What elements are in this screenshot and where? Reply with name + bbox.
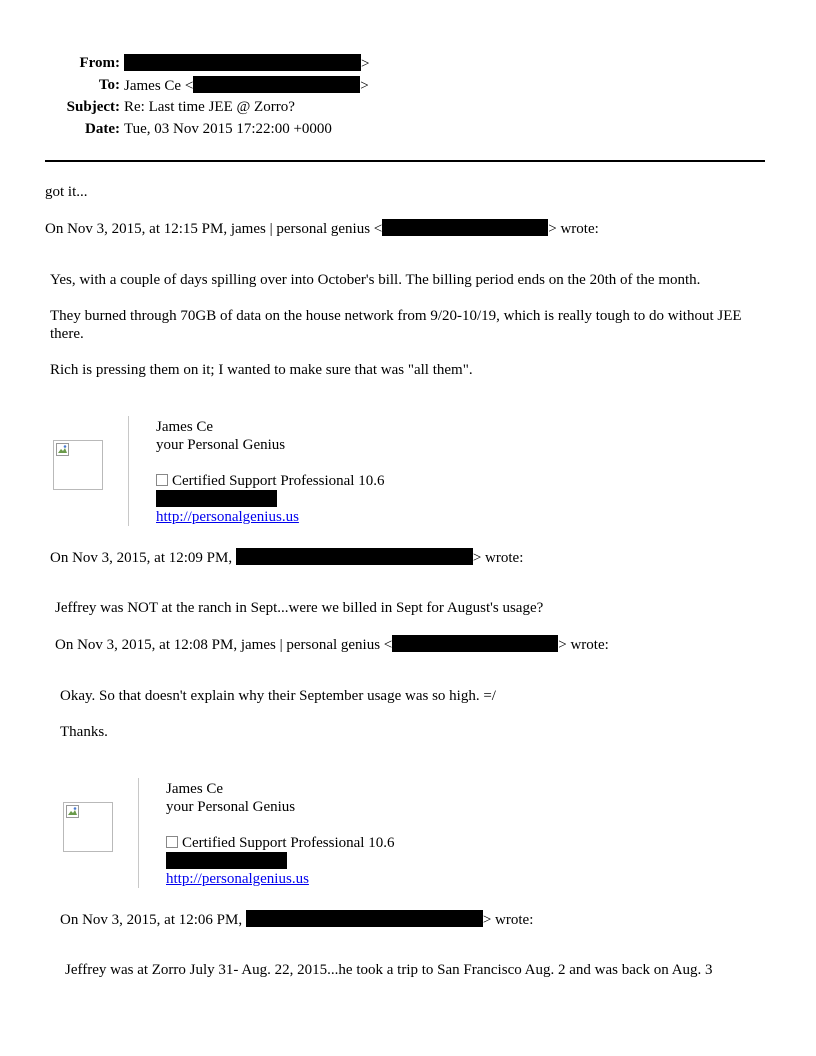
from-label: From: — [79, 55, 120, 71]
reply-text: got it... — [45, 184, 88, 200]
redaction-bar — [156, 490, 277, 507]
signature-cert — [166, 834, 394, 852]
quote2-intro-text: On Nov 3, 2015, at 12:09 PM, — [50, 550, 233, 566]
quote3-intro — [55, 635, 609, 654]
redaction-bar — [124, 54, 361, 71]
quote3-paragraph-2: Thanks. — [60, 724, 108, 740]
signature-name: James Ce — [156, 419, 214, 435]
quote1-intro-suffix: > wrote: — [548, 221, 599, 237]
subject-value: Re: Last time JEE @ Zorro? — [124, 99, 295, 115]
quote1-intro-text: On Nov 3, 2015, at 12:15 PM, james | personal genius < — [45, 221, 383, 237]
to-label: To: — [98, 77, 120, 93]
redaction-bar — [236, 548, 473, 565]
quote1-intro — [45, 219, 599, 238]
quote3-paragraph-1: Okay. So that doesn't explain why their September usage was so high. =/ — [60, 688, 496, 704]
certificate-icon — [156, 474, 168, 486]
to-suffix: > — [360, 78, 369, 94]
quote2-paragraph-1: Jeffrey was NOT at the ranch in Sept...were we billed in Sept for August's usage? — [55, 600, 544, 616]
redaction-bar — [392, 635, 558, 652]
signature-cert-text: Certified Support Professional 10.6 — [172, 473, 385, 489]
quote4-intro — [60, 910, 533, 929]
signature-image — [53, 440, 103, 490]
from-value — [124, 54, 369, 73]
to-value — [124, 76, 369, 95]
redaction-bar — [193, 76, 360, 93]
quote3-intro-text: On Nov 3, 2015, at 12:08 PM, james | personal genius < — [55, 637, 393, 653]
signature-image — [63, 802, 113, 852]
signature-redaction — [166, 852, 287, 871]
signature-cert — [156, 472, 384, 490]
certificate-icon — [166, 836, 178, 848]
to-name: James Ce < — [124, 78, 194, 94]
signature-name: James Ce — [166, 781, 224, 797]
signature-cert-text: Certified Support Professional 10.6 — [182, 835, 395, 851]
quote2-intro-suffix: > wrote: — [472, 550, 524, 566]
header-divider — [45, 160, 765, 162]
quote3-intro-suffix: > wrote: — [558, 637, 609, 653]
quote2-intro — [50, 548, 523, 567]
from-suffix: > — [361, 56, 370, 72]
signature-title: your Personal Genius — [166, 799, 296, 815]
quote4-intro-text: On Nov 3, 2015, at 12:06 PM, — [60, 912, 243, 928]
quote1-paragraph-3: Rich is pressing them on it; I wanted to make sure that was "all them". — [50, 362, 473, 378]
quote1-paragraph-2: They burned through 70GB of data on the house network from 9/20-10/19, which is really tough to do without JEE there. — [50, 308, 742, 342]
date-value: Tue, 03 Nov 2015 17:22:00 +0000 — [124, 121, 332, 137]
signature-link[interactable]: http://personalgenius.us — [166, 871, 309, 887]
quote4-intro-suffix: > wrote: — [482, 912, 534, 928]
signature-title: your Personal Genius — [156, 437, 286, 453]
quote1-paragraph-1: Yes, with a couple of days spilling over into October's bill. The billing period ends on the 20th of the month. — [50, 272, 701, 288]
signature-redaction — [156, 490, 277, 509]
signature-divider — [128, 416, 129, 526]
date-label: Date: — [85, 121, 120, 137]
broken-image-icon — [56, 443, 69, 456]
redaction-bar — [166, 852, 287, 869]
quote4-paragraph-1: Jeffrey was at Zorro July 31- Aug. 22, 2015...he took a trip to San Francisco Aug. 2 and was back on Aug. 3 — [65, 962, 713, 978]
signature-divider — [138, 778, 139, 888]
redaction-bar — [246, 910, 483, 927]
signature-link[interactable]: http://personalgenius.us — [156, 509, 299, 525]
broken-image-icon — [66, 805, 79, 818]
redaction-bar — [382, 219, 548, 236]
subject-label: Subject: — [66, 99, 120, 115]
